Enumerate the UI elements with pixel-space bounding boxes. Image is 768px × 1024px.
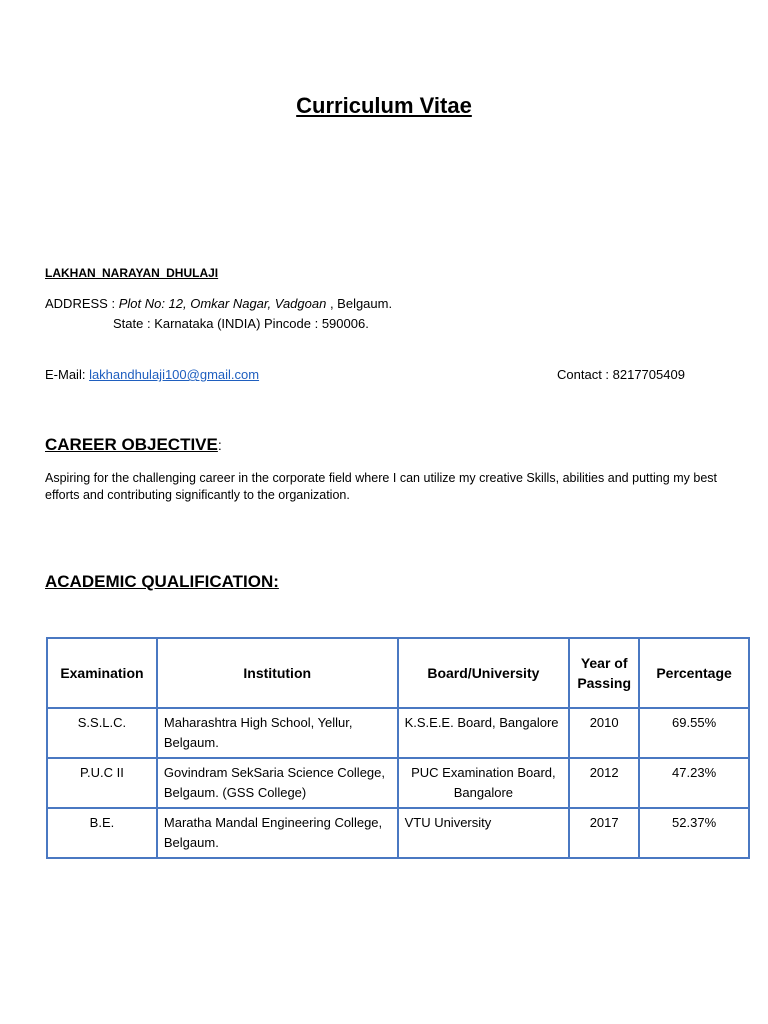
candidate-name: LAKHAN NARAYAN DHULAJI bbox=[45, 266, 219, 280]
percentage-cell: 47.23% bbox=[639, 758, 749, 808]
career-objective-heading-text: CAREER OBJECTIVE bbox=[45, 435, 218, 454]
address-label: ADDRESS : bbox=[45, 296, 119, 311]
academic-qualification-table bbox=[46, 637, 750, 859]
percentage-cell: 52.37% bbox=[639, 808, 749, 858]
board-cell: VTU University bbox=[398, 808, 570, 858]
table-row bbox=[47, 758, 749, 808]
exam-cell: P.U.C II bbox=[47, 758, 157, 808]
percentage-cell: 69.55% bbox=[639, 708, 749, 758]
contact-row bbox=[557, 367, 685, 382]
column-header-examination: Examination bbox=[47, 638, 157, 708]
contact-number: 8217705409 bbox=[612, 367, 685, 382]
institution-cell: Govindram SekSaria Science College, Belgaum. (GSS College) bbox=[157, 758, 398, 808]
column-header-percentage: Percentage bbox=[639, 638, 749, 708]
year-cell: 2017 bbox=[569, 808, 639, 858]
column-header-board: Board/University bbox=[398, 638, 570, 708]
table-header-row bbox=[47, 638, 749, 708]
career-objective-colon: : bbox=[217, 437, 222, 453]
career-objective-text: Aspiring for the challenging career in the corporate field where I can utilize my creative Skills, abilities and putting my best efforts and contributing significantly to the organization. bbox=[45, 471, 717, 502]
year-cell: 2010 bbox=[569, 708, 639, 758]
career-objective-heading bbox=[45, 435, 222, 455]
email-link[interactable]: lakhandhulaji100@gmail.com bbox=[89, 367, 260, 382]
academic-qualification-heading-text: ACADEMIC QUALIFICATION: bbox=[45, 572, 279, 591]
address-line-1 bbox=[45, 296, 392, 311]
board-cell: PUC Examination Board, Bangalore bbox=[398, 758, 570, 808]
exam-cell: S.S.L.C. bbox=[47, 708, 157, 758]
year-cell: 2012 bbox=[569, 758, 639, 808]
address-street: Plot No: 12, Omkar Nagar, Vadgoan bbox=[118, 296, 327, 311]
email-row bbox=[45, 367, 259, 382]
academic-qualification-heading bbox=[45, 572, 279, 592]
table-row bbox=[47, 708, 749, 758]
board-cell: K.S.E.E. Board, Bangalore bbox=[398, 708, 570, 758]
address-city: , Belgaum. bbox=[326, 296, 393, 311]
institution-cell: Maharashtra High School, Yellur, Belgaum. bbox=[157, 708, 398, 758]
column-header-year: Year of Passing bbox=[569, 638, 639, 708]
table-row bbox=[47, 808, 749, 858]
exam-cell: B.E. bbox=[47, 808, 157, 858]
page-title: Curriculum Vitae bbox=[296, 93, 472, 118]
email-label: E-Mail: bbox=[45, 367, 90, 382]
contact-label: Contact : bbox=[557, 367, 613, 382]
column-header-institution: Institution bbox=[157, 638, 398, 708]
institution-cell: Maratha Mandal Engineering College, Belgaum. bbox=[157, 808, 398, 858]
address-line-2: State : Karnataka (INDIA) Pincode : 590006. bbox=[113, 316, 369, 331]
